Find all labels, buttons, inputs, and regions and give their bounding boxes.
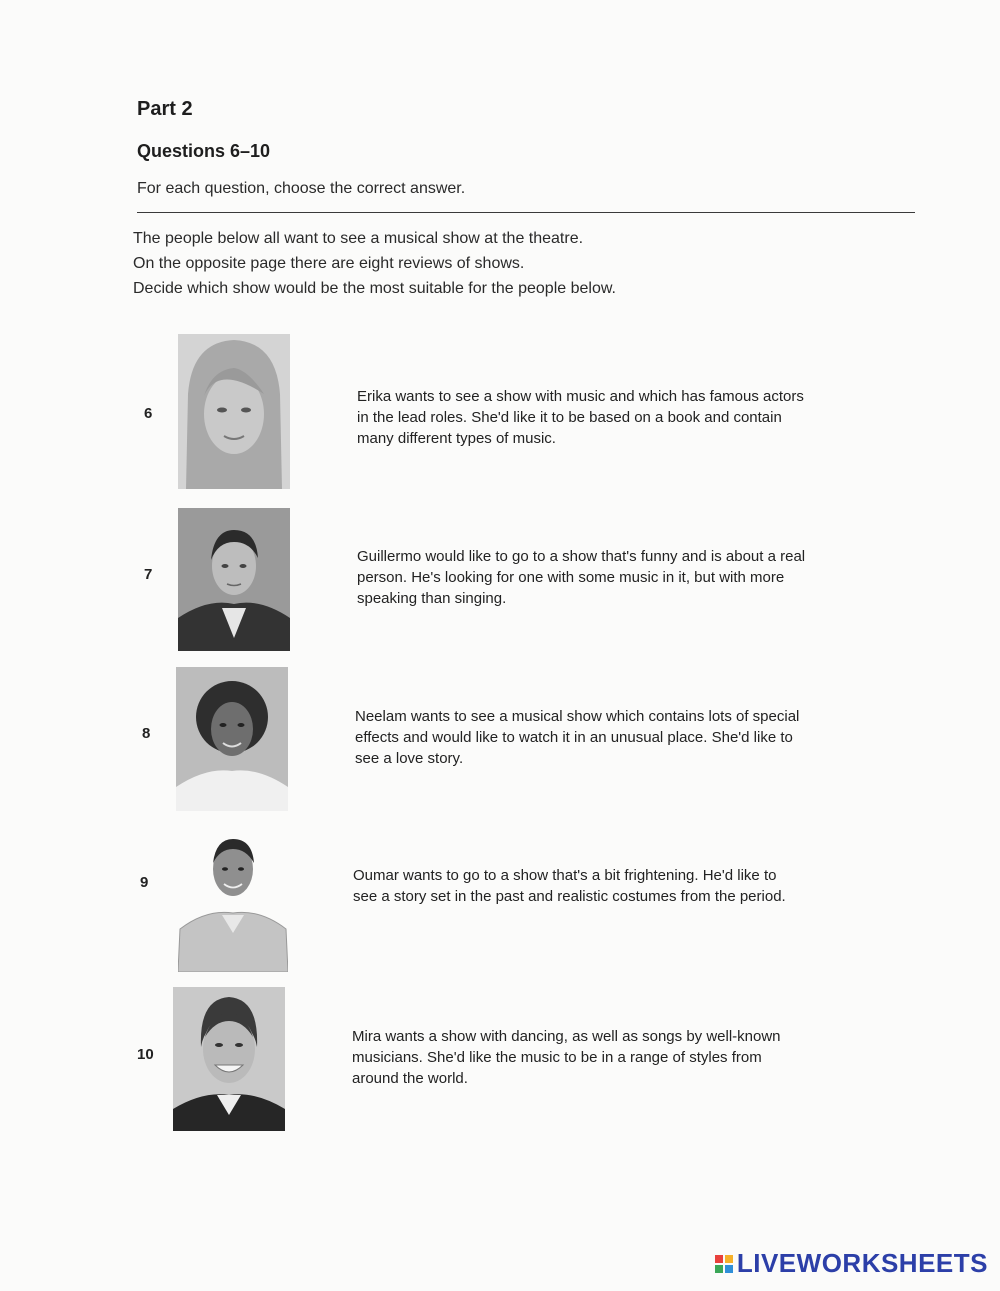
questions-heading: Questions 6–10 <box>137 141 271 161</box>
logo-text: LIVEWORKSHEETS <box>736 1248 988 1278</box>
person-description: Oumar wants to go to a show that's a bit frightening. He'd like to see a story set in the past and realistic costumes from the period. <box>353 867 786 905</box>
intro-line: The people below all want to see a musical show at the theatre. <box>133 230 584 247</box>
person-description: Mira wants a show with dancing, as well as songs by well-known musicians. She'd like the music to be in a range of styles from around the world. <box>352 1028 781 1087</box>
question-number: 10 <box>137 1046 154 1063</box>
question-number: 8 <box>142 725 151 742</box>
question-number: 6 <box>144 405 153 422</box>
person-photo-guillermo <box>178 508 290 651</box>
person-description: Erika wants to see a show with music and which has famous actors in the lead roles. She'd like it to be based on a book and contain many different types of music. <box>357 388 804 447</box>
person-photo-mira <box>173 987 285 1131</box>
person-photo-neelam <box>176 667 288 811</box>
logo-blocks-icon <box>715 1255 733 1273</box>
person-description: Neelam wants to see a musical show which contains lots of special effects and would like to watch it in an unusual place. She'd like to see a love story. <box>355 708 800 767</box>
page-title: Part 2 <box>137 98 193 120</box>
instruction-text: For each question, choose the correct answer. <box>137 180 466 197</box>
person-description: Guillermo would like to go to a show that's funny and is about a real person. He's looking for one with some music in it, but with more speaking than singing. <box>357 548 806 607</box>
intro-line: On the opposite page there are eight reviews of shows. <box>133 255 525 272</box>
liveworksheets-logo <box>715 1248 988 1279</box>
person-photo-erika <box>178 334 290 489</box>
question-number: 7 <box>144 566 153 583</box>
person-photo-oumar <box>178 829 288 972</box>
divider <box>137 212 915 213</box>
question-number: 9 <box>140 874 149 891</box>
intro-line: Decide which show would be the most suitable for the people below. <box>133 280 616 297</box>
